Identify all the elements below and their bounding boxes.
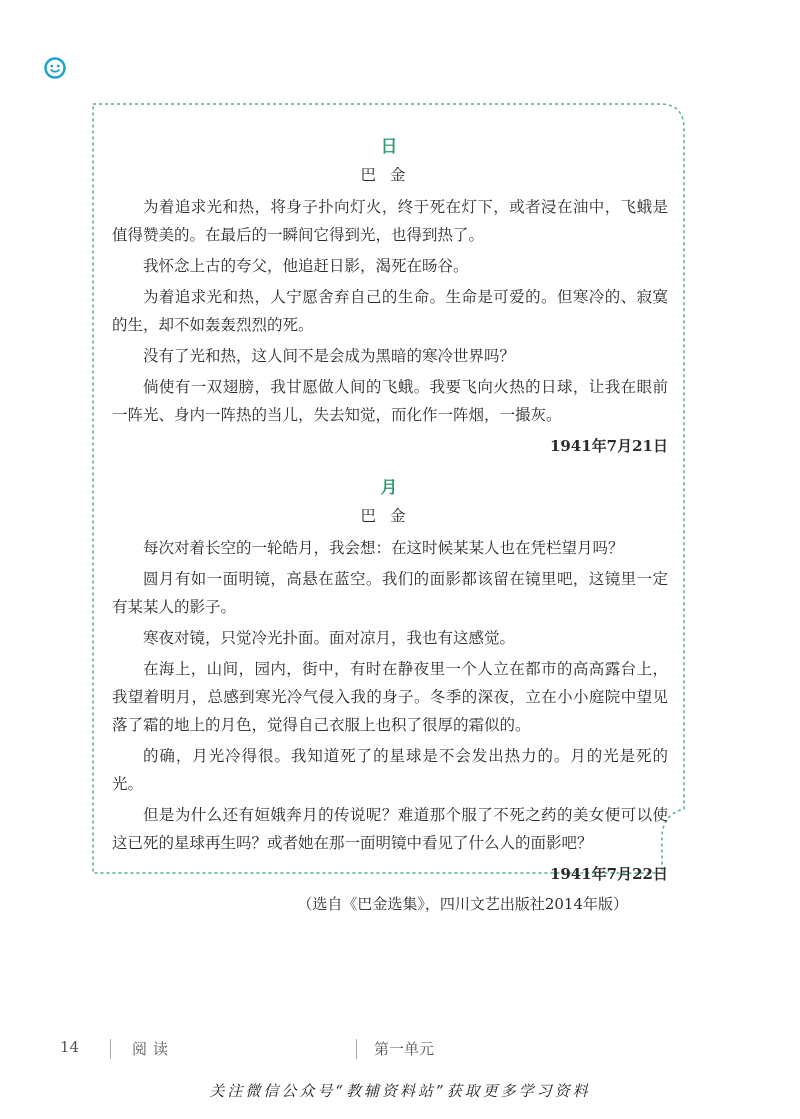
paragraph: 在海上，山间，园内，街中，有时在静夜里一个人立在都市的高高露台上，我望着明月，总感到寒光冷气侵入我的身子。冬季的深夜，立在小小庭院中望见落了霜的地上的月色，觉得自己衣服上也积了很厚的霜似的。 — [112, 660, 668, 734]
paragraph: 每次对着长空的一轮皓月，我会想：在这时候某某人也在凭栏望月吗？ — [143, 539, 624, 557]
paragraph: 寒夜对镜，只觉冷光扑面。面对凉月，我也有这感觉。 — [143, 629, 516, 647]
essay-author: 巴金 — [360, 507, 420, 525]
paragraph: 我怀念上古的夸父，他追赶日影，渴死在旸谷。 — [143, 257, 469, 275]
paragraph: 倘使有一双翅膀，我甘愿做人间的飞蛾。我要飞向火热的日球，让我在眼前一阵光、身内一阵热的当儿，失去知觉，而化作一阵烟，一撮灰。 — [112, 378, 668, 424]
footer-divider — [110, 1039, 111, 1059]
essay-sun — [112, 133, 668, 460]
paragraph: 但是为什么还有姮娥奔月的传说呢？难道那个服了不死之药的美女便可以使这已死的星球再生吗？或者她在那一面明镜中看见了什么人的面影吧？ — [112, 806, 668, 852]
paragraph: 为着追求光和热，将身子扑向灯火，终于死在灯下，或者浸在油中，飞蛾是值得赞美的。在最后的一瞬间它得到光，也得到热了。 — [112, 198, 668, 244]
paragraph: 圆月有如一面明镜，高悬在蓝空。我们的面影都该留在镜里吧，这镜里一定有某某人的影子。 — [112, 570, 668, 616]
watermark-text: 关注微信公众号“教辅资料站”获取更多学习资料 — [209, 1082, 591, 1100]
unit-name: 第一单元 — [374, 1040, 435, 1058]
paragraph: 为着追求光和热，人宁愿舍弃自己的生命。生命是可爱的。但寒冷的、寂寞的生，却不如轰轰烈烈的死。 — [112, 288, 668, 334]
smiley-icon — [44, 57, 66, 79]
essay-title: 日 — [380, 137, 400, 157]
paragraph: 没有了光和热，这人间不是会成为黑暗的寒冷世界吗？ — [143, 347, 516, 365]
essay-date: 1941年7月22日 — [549, 865, 668, 883]
essay-title: 月 — [380, 478, 400, 498]
footer-divider — [356, 1039, 357, 1059]
page-number: 14 — [60, 1038, 80, 1056]
essay-date: 1941年7月21日 — [549, 437, 668, 455]
essay-moon — [112, 474, 668, 918]
page-footer — [60, 1038, 760, 1064]
reading-content — [112, 133, 668, 918]
book-title: 阅读 — [132, 1040, 175, 1058]
paragraph: 的确，月光冷得很。我知道死了的星球是不会发出热力的。月的光是死的光。 — [112, 747, 668, 793]
essay-author: 巴金 — [360, 166, 420, 184]
source-note: （选自《巴金选集》，四川文艺出版社2014年版） — [297, 895, 628, 913]
